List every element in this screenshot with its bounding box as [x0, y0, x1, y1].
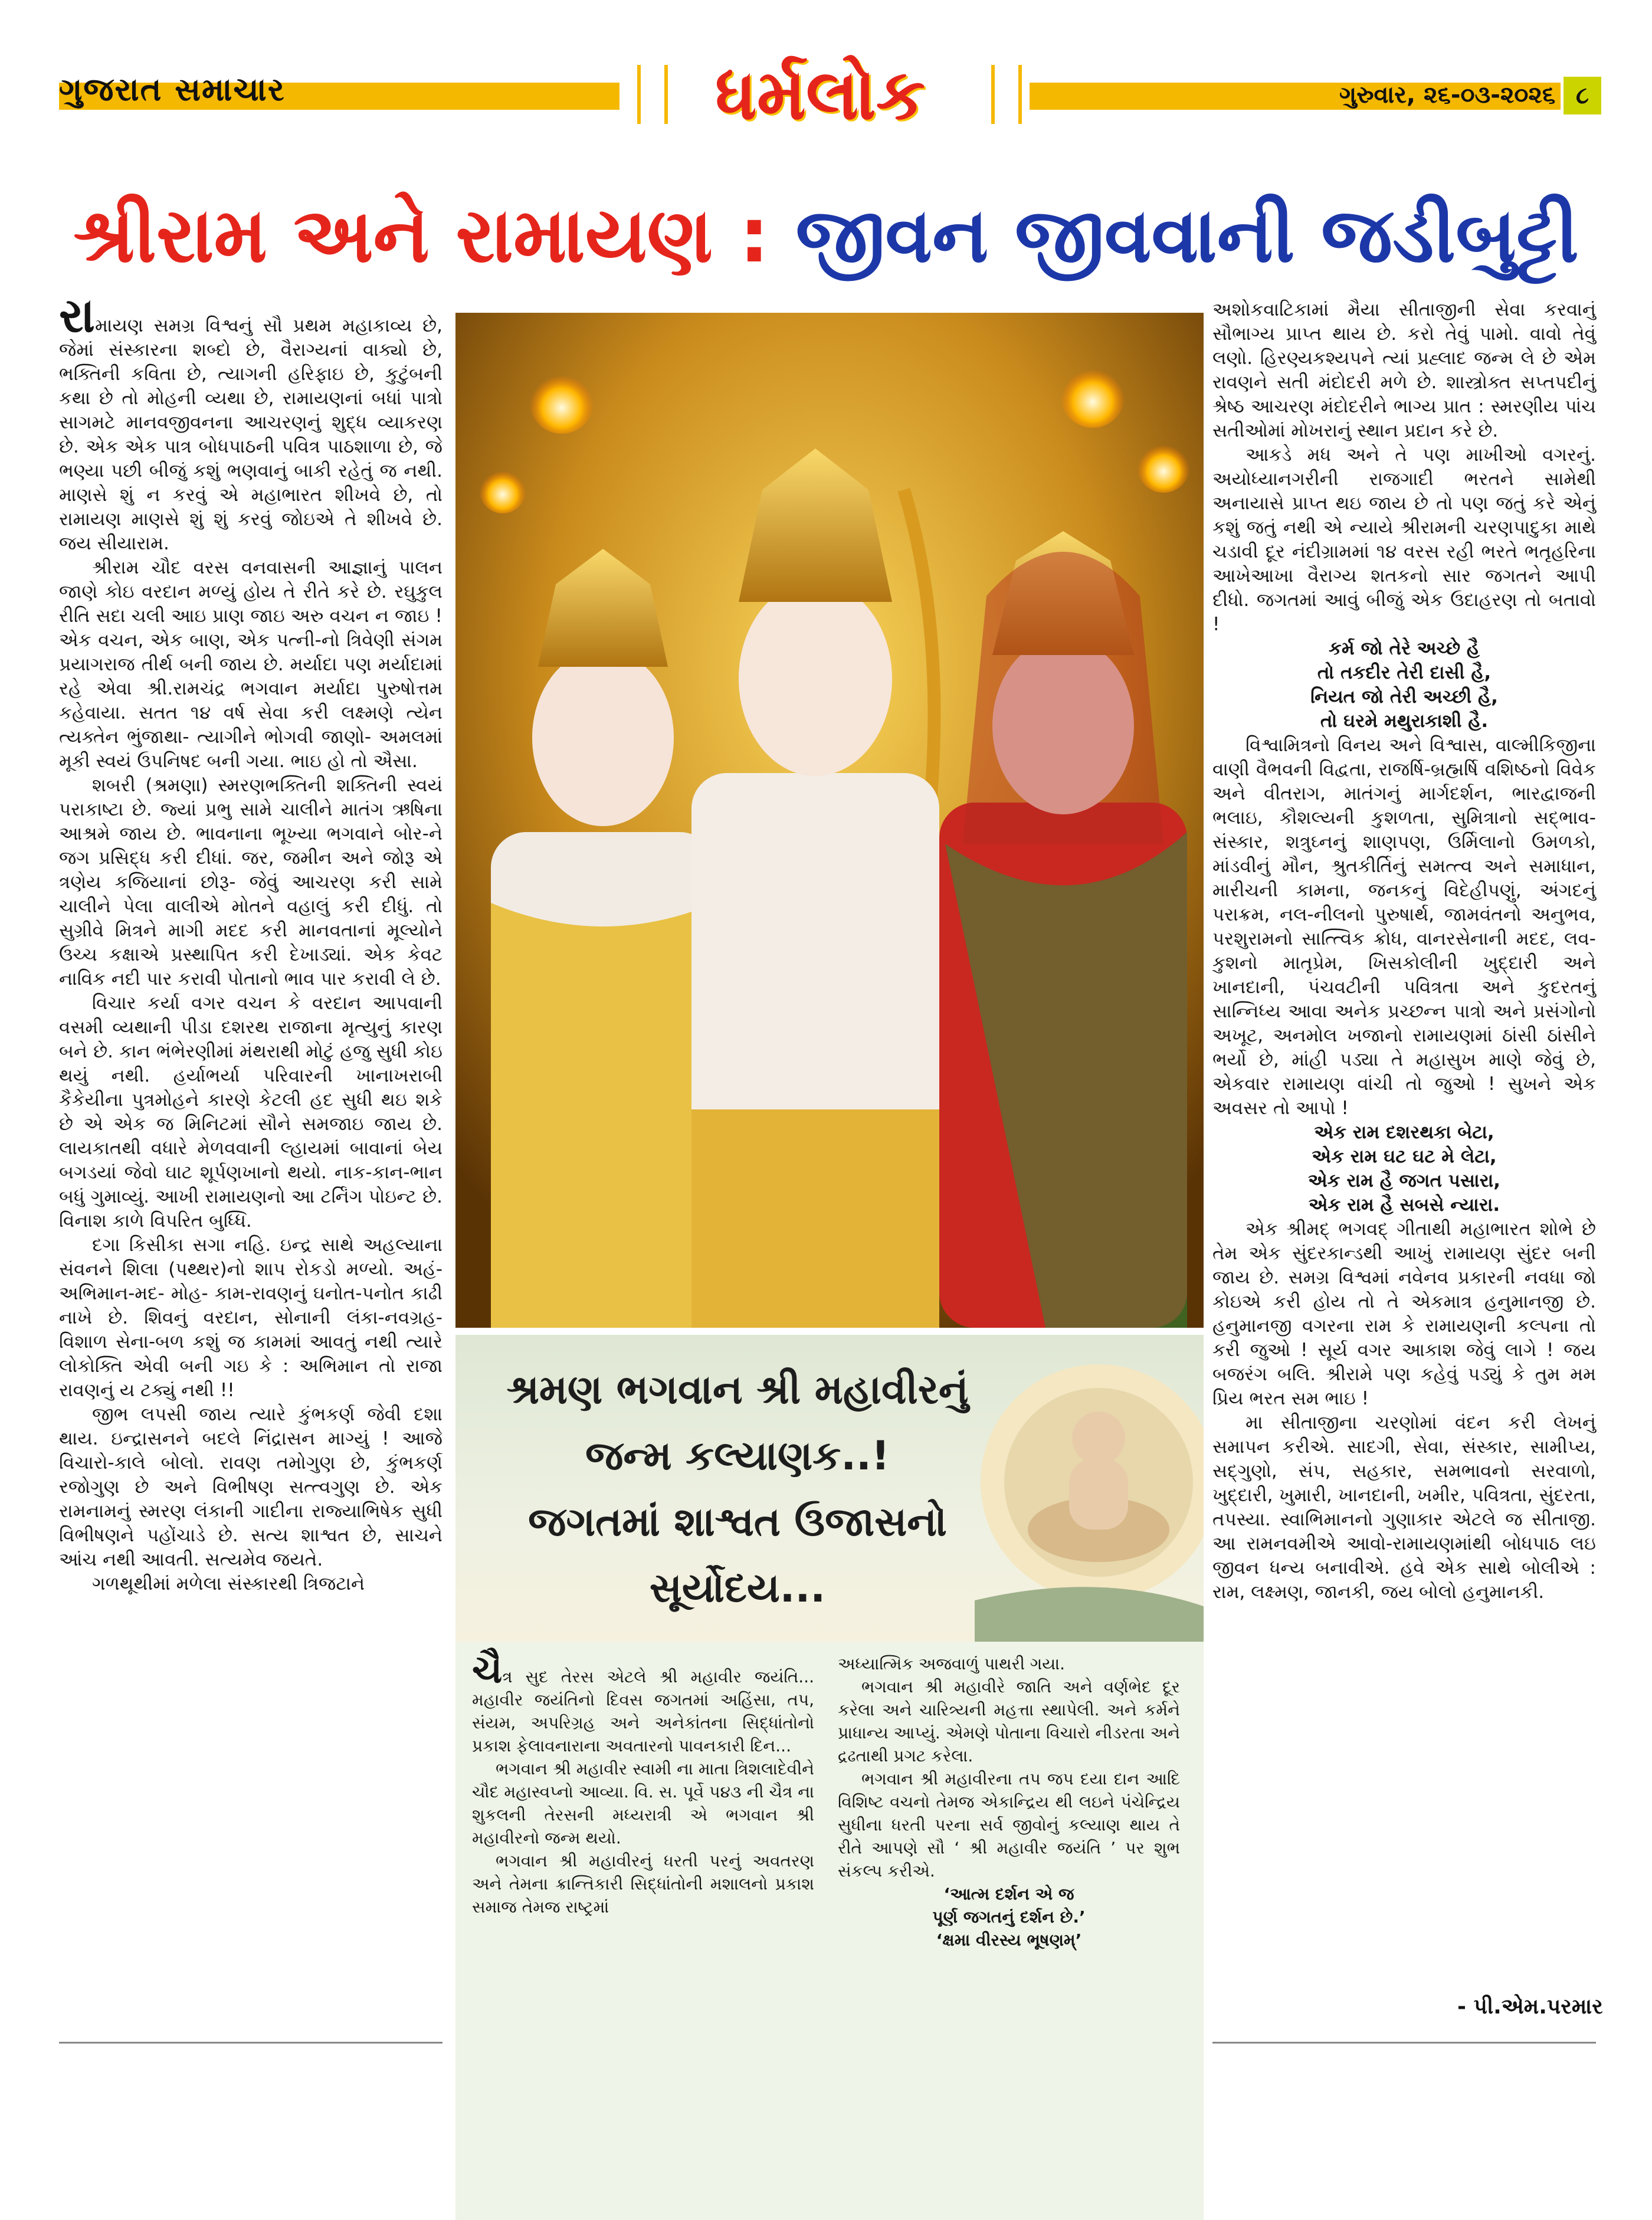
byline: - પી.એમ.પરમાર	[1457, 1995, 1603, 2019]
headline	[0, 192, 1652, 281]
article-paragraph: દગા કિસીકા સગા નહિ. ઇન્દ્ર સાથે અહલ્યાના સંવનને શિલા (પથ્થર)નો શાપ રોકડો મળ્યો. અહં-અભિમાન-મદ- મોહ- કામ-રાવણનું ઘનોત-પનોત કાઢી નાખે છે. શિવનું વરદાન, સોનાની લંકા-નવગ્રહ- વિશાળ સેના-બળ કશું જ કામમાં આવતું નથી ત્યારે લોકોક્તિ એવી બની ગઇ કે : અભિમાન તો રાજા રાવણનું ય ટક્યું નથી !!	[59, 1235, 442, 1401]
mahavir-column-1	[472, 1648, 814, 1918]
article-paragraph: જીભ લપસી જાય ત્યારે કુંભકર્ણ જેવી દશા થાય. ઇન્દ્રાસનને બદલે નિંદ્રાસન માગ્યું ! આજે વિચારો-કાલે બોલો. રાવણ તમોગુણ છે, કુંભકર્ણ રજોગુણ છે અને વિભીષણ સત્ત્વગુણ છે. એક રામનામનું સ્મરણ લંકાની ગાદીના રાજ્યાભિષેક સુધી વિભીષણને પહોંચાડે છે. સત્ય શાશ્વત છે, સાચને આંચ નથી આવતી. સત્યમેવ જયતે.	[59, 1404, 442, 1570]
mahavir-paragraph: અધ્યાત્મિક અજવાળું પાથરી ગયા.	[838, 1654, 1065, 1674]
mahavir-quote-line: ‘આત્મ દર્શન એ જ	[943, 1884, 1074, 1904]
article-paragraph: શબરી (શ્રમણા) સ્મરણભક્તિની શક્તિની સ્વયં પરાકાષ્ટા છે. જ્યાં પ્રભુ સામે ચાલીને માતંગ ઋષિના આશ્રમે જાય છે. ભાવનાના ભૂખ્યા ભગવાને બોર-ને જગ પ્રસિદ્ધ કરી દીધાં. જર, જમીન અને જોરૂ એ ત્રણેય કજિયાનાં છોરૂ- જેવું આચરણ કરી સામે ચાલીને પેલા વાલીએ મોતને વહાલું કરી દીધું. તો સુગ્રીવે મિત્રને માગી મદદ કરી માનવતાનાં મૂલ્યોને ઉચ્ચ કક્ષાએ પ્રસ્થાપિત કરી દેખાડ્યાં. એક કેવટ નાવિક નદી પાર કરાવી પોતાનો ભાવ પાર કરાવી લે છે.	[59, 775, 442, 990]
ornament-bars-left	[637, 65, 668, 124]
poem-line: નિયત જો તેરી અચ્છી હૈ,	[1310, 686, 1498, 708]
article-column-1	[59, 288, 442, 1596]
mahavir-paragraph: ભગવાન શ્રી મહાવીરના તપ જપ દયા દાન આદિ વિશિષ્ટ વચનો તેમજ એકાન્દ્રિય થી લઇને પંચેન્દ્રિય સુધીના ધરતી પરના સર્વ જીવોનું કલ્યાણ થાય તે રીતે આપણે સૌ ‘ શ્રી મહાવીર જયંતિ ’ પર શુભ સંકલ્પ કરીએ.	[838, 1769, 1180, 1881]
dropcap: રા	[59, 288, 95, 343]
mahavir-title-line: જગતમાં શાશ્વત ઉજાસનો	[528, 1499, 947, 1546]
mahavir-title-line: જન્મ કલ્યાણક..!	[585, 1433, 890, 1479]
bottom-rule	[1212, 2042, 1596, 2044]
article-paragraph: ગળથૂથીમાં મળેલા સંસ્કારથી ત્રિજટાને	[92, 1573, 365, 1594]
mahavir-column-2	[838, 1652, 1180, 1951]
poem-line: એક રામ હૈ સબસે ન્યારા.	[1308, 1194, 1500, 1216]
mahavir-paragraph: ભગવાન શ્રી મહાવીરે જાતિ અને વર્ણભેદ દૂર કરેલા અને ચારિત્ર્યની મહત્તા સ્થાપેલી. અને કર્મને પ્રાધાન્ય આપ્યું. એમણે પોતાના વિચારો નીડરતા અને દ્રઢતાથી પ્રગટ કરેલા.	[838, 1677, 1180, 1766]
page-number: ૮	[1564, 77, 1601, 114]
headline-part1: શ્રીરામ અને રામાયણ :	[73, 192, 769, 280]
mahavir-quote-line: ‘ક્ષમા વીરસ્ય ભૂષણમ્’	[936, 1930, 1082, 1950]
poem-line: એક રામ હૈ જગત પસારા,	[1307, 1170, 1501, 1191]
mahavir-paragraph: ચૈત્ર સુદ તેરસ એટલે શ્રી મહાવીર જયંતિ... મહાવીર જયંતિનો દિવસ જગતમાં અહિંસા, તપ, સંયમ, અપરિગ્રહ અને અનેકાંતના સિદ્ધાંતોનો પ્રકાશ ફેલાવનારાના અવતારનો પાવનકારી દિન...	[472, 1648, 814, 1756]
poem-line: એક રામ ઘટ ઘટ મે લેટા,	[1312, 1146, 1497, 1167]
ram-darbar-image	[455, 313, 1204, 1328]
poem-line: તો ઘરમે મથુરાકાશી હૈ.	[1320, 710, 1489, 732]
mahavir-dropcap: ચૈ	[472, 1648, 503, 1692]
article-column-3	[1212, 298, 1596, 1605]
poem-line: તો તકદીર તેરી દાસી હૈ,	[1317, 662, 1492, 683]
mahavir-title-line: સૂર્યોદય...	[649, 1565, 826, 1612]
article-paragraph: એક શ્રીમદ્ ભગવદ્ ગીતાથી મહાભારત શોભે છે તેમ એક સુંદરકાન્ડથી આખું રામાયણ સુંદર બની જાય છે. સમગ્ર વિશ્વમાં નવેનવ પ્રકારની નવધા જો કોઇએ કરી હોય તો તે એકમાત્ર હનુમાનજી છે. હનુમાનજી વગરના રામ કે રામાયણની કલ્પના તો કરી જુઓ ! સૂર્ય વગર આકાશ જેવું લાગે ! જય બજરંગ બલિ. શ્રીરામે પણ કહેવું પડ્યું કે તુમ મમ પ્રિય ભરત સમ ભાઇ !	[1212, 1219, 1596, 1409]
section-logo: ધર્મલોક	[714, 53, 926, 135]
mahavir-title-line: શ્રમણ ભગવાન શ્રી મહાવીરનું	[506, 1367, 969, 1413]
paper-name: ગુજરાત સમાચાર	[59, 71, 286, 108]
article-paragraph: આકડે મધ અને તે પણ માખીઓ વગરનું. અયોધ્યાનગરીની રાજગાદી ભરતને સામેથી અનાયાસે પ્રાપ્ત થઇ જાય છે તો પણ જતું કરે એનું કશું જતું નથી એ ન્યાયે શ્રીરામની ચરણપાદુકા માથે ચડાવી દૂર નંદીગ્રામમાં ૧૪ વરસ રહી ભરતે ભતૃહરિના આખેઆખા વૈરાગ્ય શતકનો સાર જગતને આપી દીધો. જગતમાં આવું બીજું એક ઉદાહરણ તો બતાવો !	[1212, 444, 1596, 635]
article-paragraph: અશોકવાટિકામાં મૈયા સીતાજીની સેવા કરવાનું સૌભાગ્ય પ્રાપ્ત થાય છે. કરો તેવું પામો. વાવો તેવું લણો. હિરણ્યકશ્યપને ત્યાં પ્રહ્લાદ જન્મ લે છે એમ રાવણને સતી મંદોદરી મળે છે. શાસ્ત્રોક્ત સપ્તપદીનું શ્રેષ્ઠ આચરણ મંદોદરીને ભાગ્ય પ્રાત : સ્મરણીય પાંચ સતીઓમાં મોખરાનું સ્થાન પ્રદાન કરે છે.	[1212, 299, 1596, 441]
article-paragraph: વિશ્વામિત્રનો વિનય અને વિશ્વાસ, વાલ્મીકિજીના વાણી વૈભવની વિદ્વતા, રાજર્ષિ-બ્રહ્મર્ષિ વશિષ્ઠનો વિવેક અને વીતરાગ, માતંગનું માર્ગદર્શન, ભારદ્વાજની ભલાઇ, કૌશલ્યની કુશળતા, સુમિત્રાનો સદ્ભાવ-સંસ્કાર, શત્રુઘ્નનું શાણપણ, ઉર્મિલાનો ઉમળકો, માંડવીનું મૌન, શ્રુતકીર્તિનું સમત્ત્વ અને સમાધાન, મારીચની કામના, જનકનું વિદેહીપણું, અંગદનું પરાક્રમ, નલ-નીલનો પુરુષાર્થ, જામવંતનો અનુભવ, પરશુરામનો સાત્ત્વિક ક્રોધ, વાનરસેનાની મદદ, લવ-કુશનો માતૃપ્રેમ, ખિસકોલીની ખુદ્દારી અને ખાનદાની, પંચવટીની પવિત્રતા અને કુદરતનું સાન્નિધ્ય આવા અનેક પ્રચ્છન્ન પાત્રો અને પ્રસંગોનો અખૂટ, અનમોલ ખજાનો રામાયણમાં ઠાંસી ઠાંસીને ભર્યો છે, માંહી પડ્યા તે મહાસુખ માણે જેવું છે, એકવાર રામાયણ વાંચી તો જુઓ ! સુખને એક અવસર તો આપો !	[1212, 735, 1596, 1119]
article-paragraph: શ્રીરામ ચૌદ વરસ વનવાસની આજ્ઞાનું પાલન જાણે કોઇ વરદાન મળ્યું હોય તે રીતે કરે છે. રઘુકુલ રીતિ સદા ચલી આઇ પ્રાણ જાઇ અરુ વચન ન જાઇ ! એક વચન, એક બાણ, એક પત્ની-નો ત્રિવેણી સંગમ પ્રયાગરાજ તીર્થ બની જાય છે. મર્યાદા પણ મર્યાદામાં રહે એવા શ્રી.રામચંદ્ર ભગવાન મર્યાદા પુરુષોત્તમ કહેવાયા. સતત ૧૪ વર્ષ સેવા કરી લક્ષ્મણે ત્યેન ત્યક્તેન ભુંજાથા- ત્યાગીને ભોગવી જાણો- અમલમાં મૂકી સ્વયં ઉપનિષદ બની ગયા. ભાઇ હો તો ઐસા.	[59, 557, 442, 772]
mahavir-title	[472, 1357, 1003, 1622]
mahavir-paragraph: ભગવાન શ્રી મહાવીર સ્વામી ના માતા ત્રિશલાદેવીને ચૌદ મહાસ્વપ્નો આવ્યા. વિ. સ. પૂર્વે ૫૪૩ ની ચૈત્ર ના શુકલની તેરસની મધ્યરાત્રી એ ભગવાન શ્રી મહાવીરનો જન્મ થયો.	[472, 1759, 814, 1848]
headline-part2: જીવન જીવવાની જડીબુટ્ટી	[795, 192, 1579, 280]
article-paragraph: મા સીતાજીના ચરણોમાં વંદન કરી લેખનું સમાપન કરીએ. સાદગી, સેવા, સંસ્કાર, સામીપ્ય, સદ્ગુણો, સંપ, સહકાર, સમભાવનો સરવાળો, ખુદ્દારી, ખુમારી, ખાનદાની, ખમીર, પવિત્રતા, સુંદરતા, તપસ્યા. સ્વાભિમાનનો ગુણાકાર એટલે જ સીતાજી. આ રામનવમીએ આવો-રામાયણમાંથી બોધપાઠ લઇ જીવન ધન્ય બનાવીએ. હવે એક સાથે બોલીએ : રામ, લક્ષ્મણ, જાનકી, જય બોલો હનુમાનકી.	[1212, 1412, 1596, 1603]
date: ગુરુવાર, ૨૬-૦૩-૨૦૨૬	[1339, 81, 1556, 109]
article-paragraph: વિચાર કર્યા વગર વચન કે વરદાન આપવાની વસમી વ્યથાની પીડા દશરથ રાજાના મૃત્યુનું કારણ બને છે. કાન ભંભેરણીમાં મંથરાથી મોટું હજુ સુધી કોઇ થયું નથી. હર્યાભર્યા પરિવારની ખાનાખરાબી કૈકેયીના પુત્રમોહને કારણે કેટલી હદ સુધી થઇ શકે છે એ એક જ મિનિટમાં સૌને સમજાઇ જાય છે. લાયકાતથી વધારે મેળવવાની લ્હાયમાં બાવાનાં બેય બગડયાં જેવો ઘાટ શૂર્પણખાનો થયો. નાક-કાન-ભાન બધું ગુમાવ્યું. આખી રામાયણનો આ ટર્નિંગ પોઇન્ટ છે. વિનાશ કાળે વિપરિત બુધ્ધિ.	[59, 993, 442, 1232]
mahavir-quote-line: પૂર્ણ જગતનું દર્શન છે.’	[932, 1907, 1086, 1927]
mahavir-paragraph: ભગવાન શ્રી મહાવીરનું ધરતી પરનું અવતરણ અને તેમના ક્રાન્તિકારી સિદ્ધાંતોની મશાલનો પ્રકાશ સમાજ તેમજ રાષ્ટ્રમાં	[472, 1851, 814, 1917]
poem-line: કર્મ જો તેરે અચ્છે હૈ	[1329, 638, 1480, 659]
bottom-rule	[59, 2042, 442, 2044]
article-paragraph: રામાયણ સમગ્ર વિશ્વનું સૌ પ્રથમ મહાકાવ્ય છે, જેમાં સંસ્કારના શબ્દો છે, વૈરાગ્યનાં વાક્યો છે, ભક્તિની કવિતા છે, ત્યાગની હરિફાઇ છે, કુટુંબની કથા છે તો મોહની વ્યથા છે, રામાયણનાં બધાં પાત્રો સાગમટે માનવજીવનના આચરણનું શુદ્ધ વ્યાકરણ છે. એક એક પાત્ર બોધપાઠની પવિત્ર પાઠશાળા છે, જે ભણ્યા પછી બીજું કશું ભણવાનું બાકી રહેતું જ નથી. માણસે શું ન કરવું એ મહાભારત શીખવે છે, તો રામાયણ માણસે શું શું કરવું જોઇએ તે શીખવે છે. જય સીયારામ.	[59, 288, 442, 554]
poem-line: એક રામ દશરથકા બેટા,	[1314, 1122, 1494, 1143]
ornament-bars-right	[991, 65, 1022, 124]
